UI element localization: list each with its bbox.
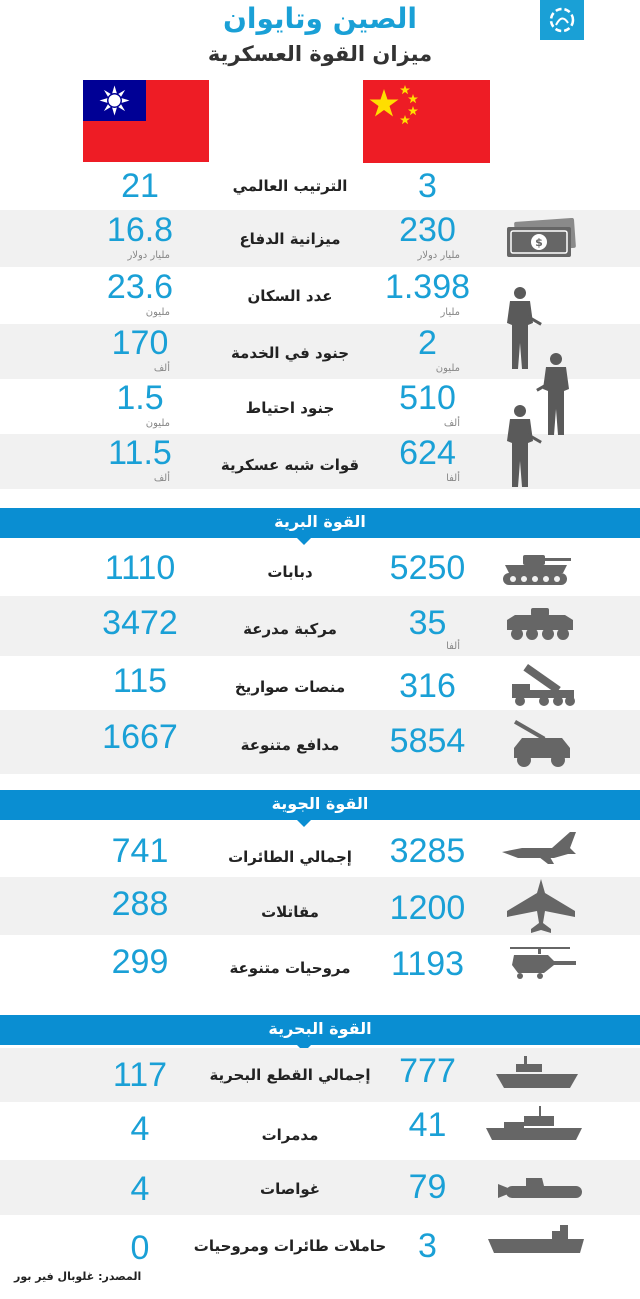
row-label: حاملات طائرات ومروحيات <box>193 1237 387 1255</box>
destroyer-icon <box>484 1104 584 1148</box>
row-label: مدافع متنوعة <box>240 736 340 754</box>
taiwan-unit: مليون <box>145 307 170 318</box>
naval-row-submarines <box>0 1160 640 1215</box>
row-label: قوات شبه عسكرية <box>220 456 360 474</box>
china-value: 777 <box>399 1052 456 1090</box>
source-note: المصدر: غلوبال فير بور <box>14 1270 142 1283</box>
section-title: القوة الجوية <box>271 794 369 813</box>
row-label: دبابات <box>267 563 313 581</box>
china-value: 79 <box>408 1168 447 1206</box>
row-label: غواصات <box>260 1180 320 1198</box>
row-label: مدمرات <box>261 1126 319 1144</box>
land-row-rockets <box>0 656 640 710</box>
china-value: 1.398 <box>384 268 471 306</box>
submarine-icon <box>496 1172 584 1206</box>
taiwan-value: 170 <box>111 324 169 362</box>
row-label: منصات صواريخ <box>234 678 346 696</box>
armored-vehicle-icon <box>505 606 575 646</box>
taiwan-value: 299 <box>111 943 169 981</box>
china-value: 230 <box>399 211 456 249</box>
row-label: عدد السكان <box>247 287 333 305</box>
china-value: 2 <box>418 324 437 362</box>
china-unit: ألفا <box>446 473 460 484</box>
jet-icon <box>500 828 578 872</box>
china-unit: ألف <box>443 418 460 429</box>
taiwan-unit: ألف <box>153 363 170 374</box>
page-title: الصين وتايوان <box>222 2 418 35</box>
taiwan-value: 16.8 <box>106 211 174 249</box>
china-value: 3285 <box>389 832 466 870</box>
tank-icon <box>497 549 575 593</box>
taiwan-value: 4 <box>130 1110 150 1148</box>
fighter-icon <box>506 879 576 939</box>
row-label: مركبة مدرعة <box>243 620 337 638</box>
taiwan-value: 21 <box>121 167 159 205</box>
china-value: 5250 <box>389 549 466 587</box>
taiwan-value: 117 <box>112 1056 168 1094</box>
china-unit: مليار <box>440 307 460 318</box>
section-band-air <box>0 790 640 820</box>
taiwan-value: 288 <box>111 885 169 923</box>
china-value: 624 <box>399 434 456 472</box>
stat-row-rank <box>0 165 640 210</box>
china-value: 316 <box>399 667 456 705</box>
china-unit: مليار دولار <box>417 250 460 261</box>
china-value: 3 <box>418 167 437 205</box>
taiwan-flag <box>83 80 209 162</box>
taiwan-unit: مليون <box>145 418 170 429</box>
china-value: 3 <box>418 1227 437 1265</box>
row-label: جنود احتياط <box>245 399 335 417</box>
taiwan-value: 0 <box>130 1229 150 1267</box>
page-subtitle: ميزان القوة العسكرية <box>207 42 433 66</box>
svg-text:$: $ <box>535 236 543 249</box>
taiwan-unit: ألف <box>153 473 170 484</box>
china-value: 41 <box>408 1106 447 1144</box>
carrier-icon <box>486 1223 586 1263</box>
china-value: 1200 <box>389 889 466 927</box>
row-label: إجمالي الطائرات <box>228 848 352 866</box>
china-value: 5854 <box>389 722 466 760</box>
land-row-tanks <box>0 541 640 596</box>
taiwan-value: 741 <box>111 832 169 870</box>
taiwan-value: 1.5 <box>116 379 164 417</box>
china-unit: ألفا <box>446 641 460 652</box>
stat-row-budget <box>0 210 640 267</box>
china-value: 35 <box>408 604 447 642</box>
helicopter-icon <box>506 943 580 983</box>
taiwan-value: 1110 <box>104 549 176 587</box>
taiwan-value: 4 <box>130 1170 150 1208</box>
china-value: 510 <box>399 379 456 417</box>
rocket-launcher-icon <box>508 658 578 712</box>
section-title: القوة البحرية <box>268 1019 372 1038</box>
taiwan-value: 1667 <box>102 718 178 756</box>
warship-icon <box>494 1054 580 1096</box>
taiwan-value: 11.5 <box>108 434 172 472</box>
taiwan-unit: مليار دولار <box>127 250 170 261</box>
soldiers-icon <box>500 285 580 494</box>
row-label: جنود في الخدمة <box>230 344 350 362</box>
row-label: مقاتلات <box>261 903 319 921</box>
row-label: ميزانية الدفاع <box>239 230 341 248</box>
china-unit: مليون <box>435 363 460 374</box>
section-title: القوة البرية <box>274 512 366 531</box>
naval-row-destroyers <box>0 1102 640 1160</box>
aljazeera-logo <box>540 0 584 40</box>
air-row-total <box>0 822 640 877</box>
row-label: الترتيب العالمي <box>232 177 348 195</box>
taiwan-value: 115 <box>112 662 168 700</box>
row-label: إجمالي القطع البحرية <box>209 1066 371 1084</box>
row-label: مروحيات متنوعة <box>229 959 351 977</box>
air-row-helicopters <box>0 935 640 991</box>
artillery-icon <box>510 712 576 774</box>
section-band-naval <box>0 1015 640 1045</box>
china-value: 1193 <box>390 945 465 983</box>
land-row-armored <box>0 596 640 656</box>
money-icon <box>503 218 579 264</box>
taiwan-value: 23.6 <box>106 268 174 306</box>
naval-row-carriers <box>0 1215 640 1270</box>
naval-row-total <box>0 1048 640 1102</box>
land-row-artillery <box>0 710 640 774</box>
section-band-land <box>0 508 640 538</box>
air-row-fighters <box>0 877 640 935</box>
taiwan-value: 3472 <box>102 604 178 642</box>
china-flag <box>363 80 490 163</box>
